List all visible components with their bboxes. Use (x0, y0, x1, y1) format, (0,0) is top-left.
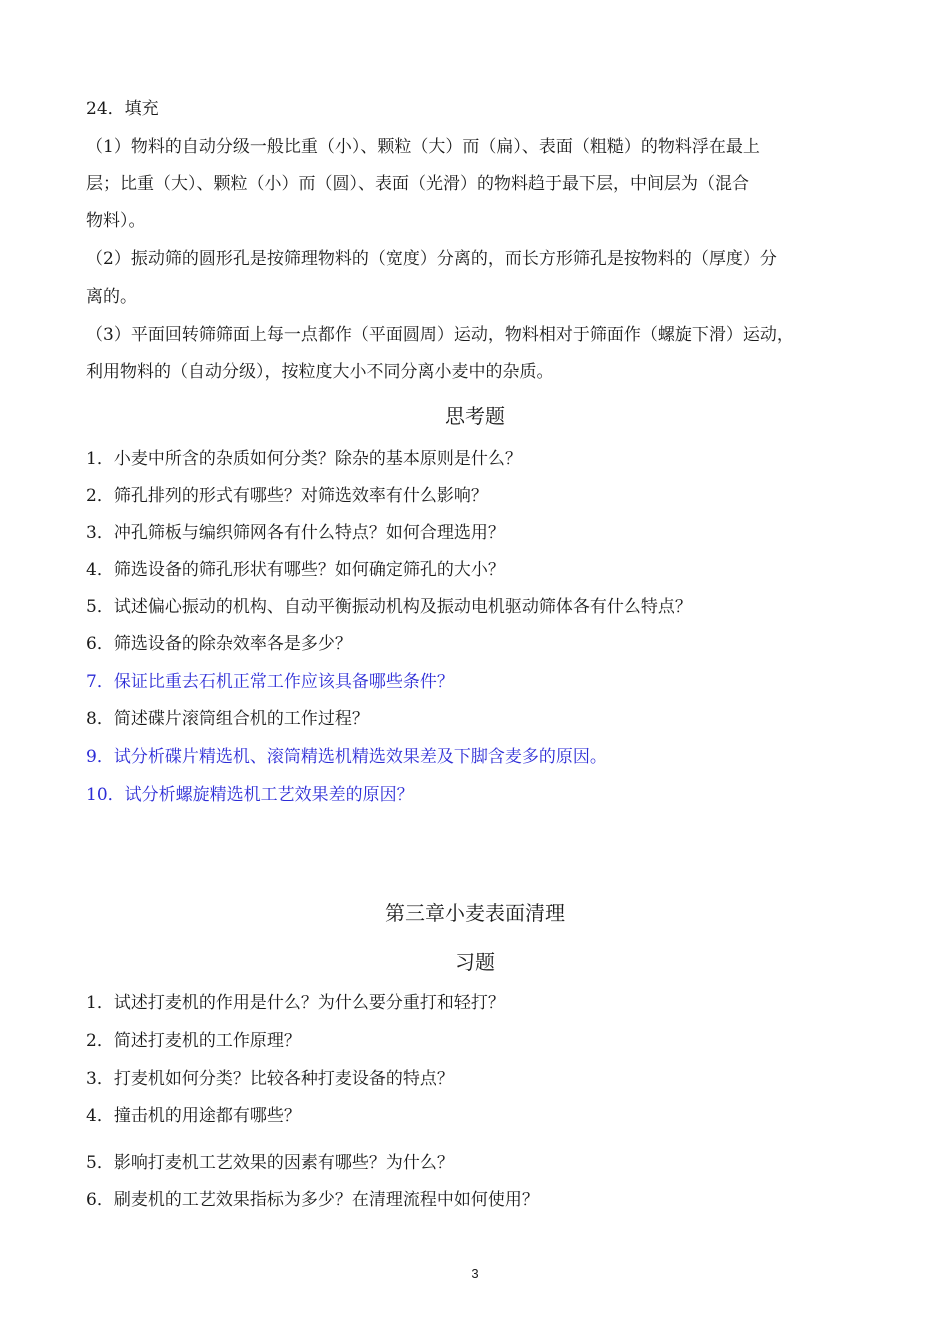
exercise-item: 6．刷麦机的工艺效果指标为多少？在清理流程中如何使用？ (86, 1190, 539, 1210)
exercise-item: 5．影响打麦机工艺效果的因素有哪些？为什么？ (86, 1153, 454, 1173)
fill-paragraph-3-line-1: （3）平面回转筛筛面上每一点都作（平面圆周）运动，物料相对于筛面作（螺旋下滑）运动， (86, 325, 794, 345)
exercise-item: 4．撞击机的用途都有哪些？ (86, 1106, 301, 1126)
thinking-questions-heading: 思考题 (445, 404, 505, 428)
thinking-question-item-highlighted: 7．保证比重去石机正常工作应该具备哪些条件？ (86, 672, 454, 692)
thinking-question-item: 1．小麦中所含的杂质如何分类？除杂的基本原则是什么？ (86, 449, 522, 469)
thinking-question-item-highlighted: 9．试分析碟片精选机、滚筒精选机精选效果差及下脚含麦多的原因。 (86, 747, 607, 767)
thinking-question-item-highlighted: 10．试分析螺旋精选机工艺效果差的原因？ (86, 785, 414, 805)
fill-section-title: 24．填充 (86, 99, 159, 119)
thinking-question-item: 6．筛选设备的除杂效率各是多少？ (86, 634, 352, 654)
exercise-item: 1．试述打麦机的作用是什么？为什么要分重打和轻打？ (86, 993, 505, 1013)
fill-paragraph-2-line-2: 离的。 (86, 287, 137, 307)
thinking-question-item: 5．试述偏心振动的机构、自动平衡振动机构及振动电机驱动筛体各有什么特点？ (86, 597, 692, 617)
exercise-item: 3．打麦机如何分类？比较各种打麦设备的特点？ (86, 1069, 454, 1089)
fill-paragraph-1-line-2: 层；比重（大）、颗粒（小）而（圆）、表面（光滑）的物料趋于最下层，中间层为（混合 (86, 174, 749, 194)
thinking-question-item: 2．筛孔排列的形式有哪些？对筛选效率有什么影响？ (86, 486, 488, 506)
fill-paragraph-2-line-1: （2）振动筛的圆形孔是按筛理物料的（宽度）分离的，而长方形筛孔是按物料的（厚度）分 (86, 249, 777, 269)
exercise-item: 2．简述打麦机的工作原理？ (86, 1031, 301, 1051)
exercises-heading: 习题 (455, 950, 495, 974)
fill-paragraph-3-line-2: 利用物料的（自动分级），按粒度大小不同分离小麦中的杂质。 (86, 362, 554, 382)
fill-paragraph-1-line-3: 物料）。 (86, 211, 146, 231)
thinking-question-item: 4．筛选设备的筛孔形状有哪些？如何确定筛孔的大小？ (86, 560, 505, 580)
page-number: 3 (471, 1266, 479, 1281)
fill-paragraph-1-line-1: （1）物料的自动分级一般比重（小）、颗粒（大）而（扁）、表面（粗糙）的物料浮在最上 (86, 137, 760, 157)
chapter-title: 第三章小麦表面清理 (385, 901, 565, 925)
thinking-question-item: 3．冲孔筛板与编织筛网各有什么特点？如何合理选用？ (86, 523, 505, 543)
thinking-question-item: 8．简述碟片滚筒组合机的工作过程？ (86, 709, 369, 729)
